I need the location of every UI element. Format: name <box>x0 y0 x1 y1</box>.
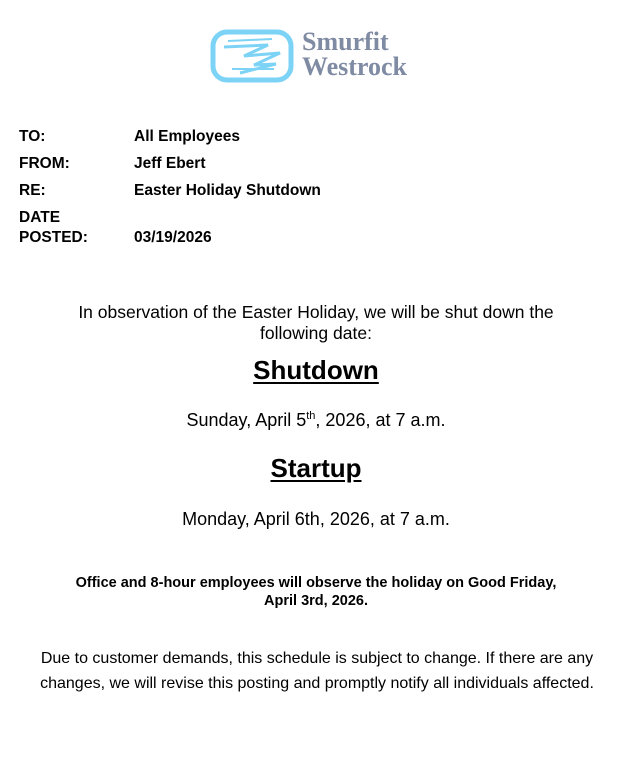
from-label: FROM: <box>19 155 70 172</box>
startup-heading: Startup <box>270 453 362 483</box>
office-note <box>40 574 592 610</box>
date-posted-label <box>19 208 129 248</box>
logo-wordmark <box>302 29 407 79</box>
office-note-line-2: April 3rd, 2026. <box>264 593 368 609</box>
intro-line-1: In observation of the Easter Holiday, we will be shut down the <box>78 302 554 322</box>
logo-line-1: Smurfit <box>302 27 389 56</box>
date-label-line-1: DATE <box>19 209 61 226</box>
startup-date: Monday, April 6th, 2026, at 7 a.m. <box>182 509 450 529</box>
intro-line-2: following date: <box>260 323 372 343</box>
company-logo <box>210 29 430 83</box>
shutdown-date-prefix: Sunday, April 5 <box>186 410 307 430</box>
disclaimer-paragraph <box>14 646 620 696</box>
shutdown-heading: Shutdown <box>253 355 379 385</box>
to-label: TO: <box>19 128 46 145</box>
shutdown-date-ordinal: th <box>306 410 316 422</box>
to-value: All Employees <box>134 128 240 145</box>
from-value: Jeff Ebert <box>134 155 206 172</box>
shutdown-date-rest: , 2026, at 7 a.m. <box>315 410 446 430</box>
re-label: RE: <box>19 182 46 199</box>
re-value: Easter Holiday Shutdown <box>134 182 321 199</box>
disclaimer-line-1: Due to customer demands, this schedule is subject to change. If there are any <box>40 650 594 667</box>
date-posted-value: 03/19/2026 <box>134 229 212 246</box>
office-note-line-1: Office and 8-hour employees will observe the holiday on Good Friday, <box>75 575 557 591</box>
intro-paragraph <box>40 302 592 344</box>
shutdown-date <box>0 410 632 431</box>
disclaimer-line-2: changes, we will revise this posting and promptly notify all individuals affected. <box>40 675 594 692</box>
logo-line-2: Westrock <box>302 52 407 81</box>
date-label-line-2: POSTED: <box>19 229 88 246</box>
smurfit-westrock-logo-icon <box>210 29 294 83</box>
